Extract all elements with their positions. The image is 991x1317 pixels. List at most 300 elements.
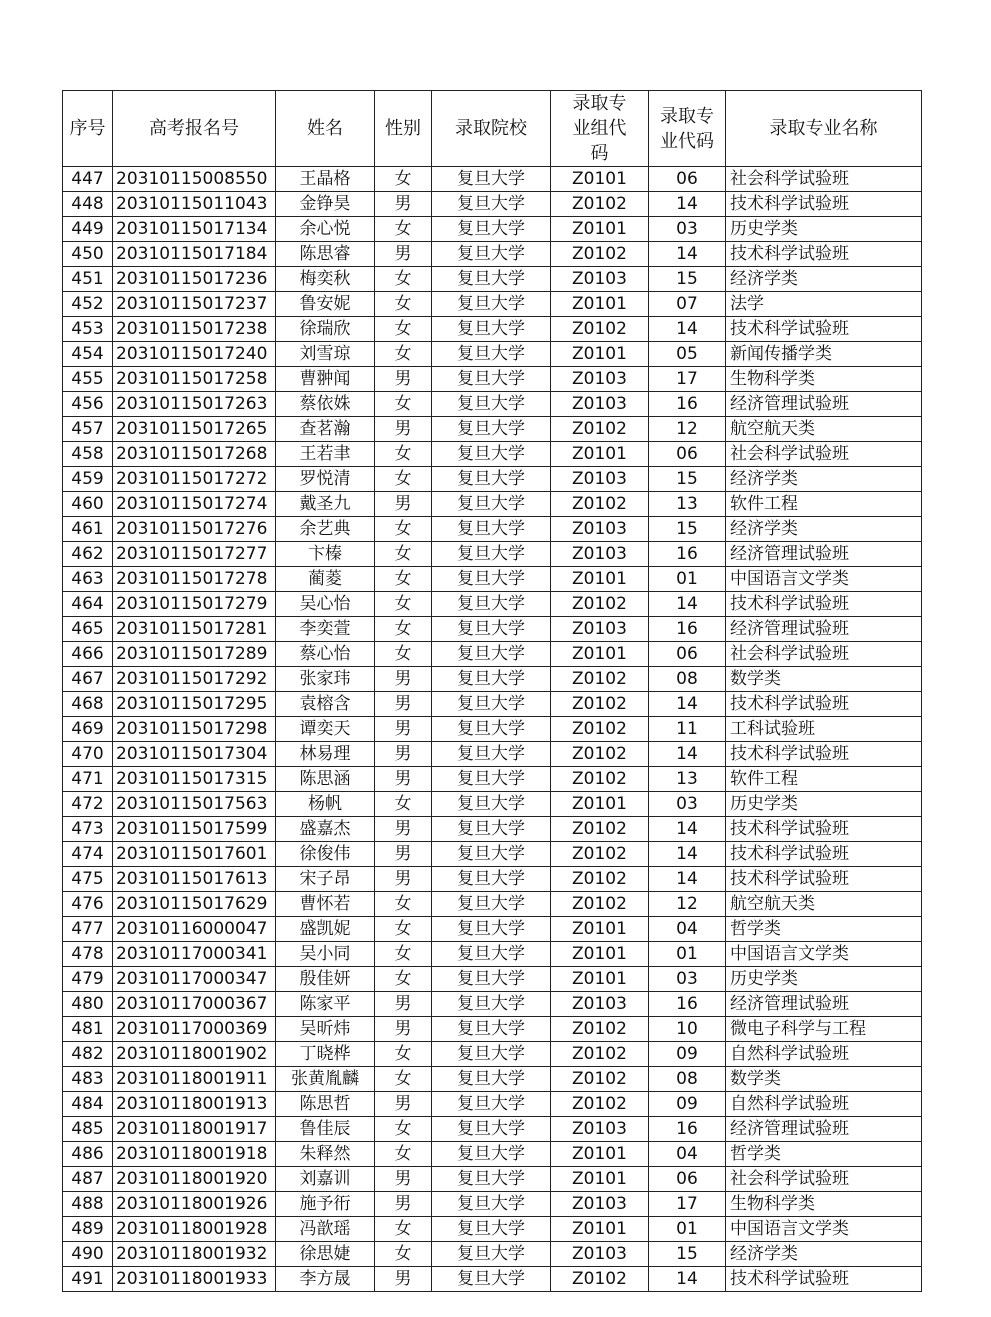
cell-major-name: 历史学类 (726, 967, 922, 992)
cell-group-code: Z0103 (551, 992, 649, 1017)
cell-group-code: Z0102 (551, 492, 649, 517)
table-row (63, 1017, 922, 1042)
cell-school: 复旦大学 (432, 642, 551, 667)
cell-school: 复旦大学 (432, 217, 551, 242)
cell-exam-id: 20310118001918 (113, 1142, 276, 1167)
cell-seq: 485 (63, 1117, 113, 1142)
cell-group-code: Z0101 (551, 1217, 649, 1242)
cell-major-name: 哲学类 (726, 1142, 922, 1167)
cell-gender: 女 (375, 342, 432, 367)
table-row (63, 517, 922, 542)
cell-gender: 女 (375, 617, 432, 642)
cell-major-code: 06 (649, 167, 726, 192)
cell-name: 朱释然 (276, 1142, 375, 1167)
cell-name: 冯歆瑶 (276, 1217, 375, 1242)
cell-exam-id: 20310115017613 (113, 867, 276, 892)
table-row (63, 867, 922, 892)
cell-major-code: 09 (649, 1042, 726, 1067)
cell-name: 吴小同 (276, 942, 375, 967)
cell-group-code: Z0103 (551, 1242, 649, 1267)
cell-school: 复旦大学 (432, 942, 551, 967)
cell-school: 复旦大学 (432, 1092, 551, 1117)
cell-major-name: 技术科学试验班 (726, 1267, 922, 1292)
cell-school: 复旦大学 (432, 492, 551, 517)
cell-exam-id: 20310115017279 (113, 592, 276, 617)
cell-major-code: 16 (649, 392, 726, 417)
cell-seq: 488 (63, 1192, 113, 1217)
table-row (63, 267, 922, 292)
cell-major-code: 04 (649, 917, 726, 942)
cell-seq: 458 (63, 442, 113, 467)
cell-exam-id: 20310118001917 (113, 1117, 276, 1142)
cell-major-name: 社会科学试验班 (726, 442, 922, 467)
cell-seq: 487 (63, 1167, 113, 1192)
cell-exam-id: 20310116000047 (113, 917, 276, 942)
cell-major-name: 技术科学试验班 (726, 817, 922, 842)
cell-seq: 449 (63, 217, 113, 242)
cell-seq: 473 (63, 817, 113, 842)
cell-gender: 女 (375, 967, 432, 992)
cell-school: 复旦大学 (432, 992, 551, 1017)
table-row (63, 192, 922, 217)
cell-school: 复旦大学 (432, 1042, 551, 1067)
table-row (63, 392, 922, 417)
cell-name: 丁晓桦 (276, 1042, 375, 1067)
cell-major-name: 技术科学试验班 (726, 317, 922, 342)
cell-major-code: 11 (649, 717, 726, 742)
cell-exam-id: 20310115017237 (113, 292, 276, 317)
table-row (63, 742, 922, 767)
cell-major-code: 17 (649, 367, 726, 392)
cell-gender: 男 (375, 992, 432, 1017)
cell-school: 复旦大学 (432, 417, 551, 442)
cell-group-code: Z0101 (551, 342, 649, 367)
cell-major-code: 01 (649, 1217, 726, 1242)
cell-gender: 男 (375, 842, 432, 867)
cell-major-name: 社会科学试验班 (726, 642, 922, 667)
cell-gender: 女 (375, 1042, 432, 1067)
cell-school: 复旦大学 (432, 1117, 551, 1142)
cell-gender: 女 (375, 392, 432, 417)
table-row (63, 842, 922, 867)
cell-seq: 484 (63, 1092, 113, 1117)
cell-major-code: 08 (649, 1067, 726, 1092)
cell-major-name: 中国语言文学类 (726, 1217, 922, 1242)
cell-major-code: 16 (649, 1117, 726, 1142)
cell-seq: 464 (63, 592, 113, 617)
table-row (63, 642, 922, 667)
cell-exam-id: 20310115017263 (113, 392, 276, 417)
cell-school: 复旦大学 (432, 1017, 551, 1042)
cell-exam-id: 20310115017274 (113, 492, 276, 517)
table-row (63, 592, 922, 617)
cell-major-code: 17 (649, 1192, 726, 1217)
cell-seq: 470 (63, 742, 113, 767)
cell-major-name: 中国语言文学类 (726, 567, 922, 592)
cell-major-code: 16 (649, 992, 726, 1017)
cell-school: 复旦大学 (432, 292, 551, 317)
cell-name: 徐俊伟 (276, 842, 375, 867)
cell-gender: 女 (375, 442, 432, 467)
cell-exam-id: 20310117000341 (113, 942, 276, 967)
header-gender: 性别 (375, 91, 432, 167)
cell-gender: 男 (375, 242, 432, 267)
cell-group-code: Z0102 (551, 1042, 649, 1067)
cell-name: 鲁佳辰 (276, 1117, 375, 1142)
cell-major-name: 软件工程 (726, 492, 922, 517)
cell-gender: 女 (375, 1142, 432, 1167)
cell-group-code: Z0101 (551, 167, 649, 192)
cell-school: 复旦大学 (432, 342, 551, 367)
cell-school: 复旦大学 (432, 1067, 551, 1092)
cell-gender: 女 (375, 592, 432, 617)
cell-exam-id: 20310118001926 (113, 1192, 276, 1217)
table-row (63, 1267, 922, 1292)
cell-seq: 486 (63, 1142, 113, 1167)
cell-seq: 460 (63, 492, 113, 517)
table-row (63, 367, 922, 392)
cell-school: 复旦大学 (432, 1192, 551, 1217)
cell-gender: 女 (375, 1067, 432, 1092)
cell-seq: 459 (63, 467, 113, 492)
cell-name: 宋子昂 (276, 867, 375, 892)
table-row (63, 992, 922, 1017)
cell-name: 蔡依姝 (276, 392, 375, 417)
cell-exam-id: 20310115017304 (113, 742, 276, 767)
cell-major-code: 04 (649, 1142, 726, 1167)
table-row (63, 342, 922, 367)
cell-group-code: Z0102 (551, 592, 649, 617)
cell-name: 鲁安妮 (276, 292, 375, 317)
cell-school: 复旦大学 (432, 367, 551, 392)
table-row (63, 417, 922, 442)
table-row (63, 1092, 922, 1117)
cell-school: 复旦大学 (432, 867, 551, 892)
cell-name: 罗悦清 (276, 467, 375, 492)
cell-seq: 483 (63, 1067, 113, 1092)
cell-major-code: 14 (649, 192, 726, 217)
cell-name: 李方晟 (276, 1267, 375, 1292)
cell-school: 复旦大学 (432, 317, 551, 342)
header-name: 姓名 (276, 91, 375, 167)
cell-group-code: Z0103 (551, 367, 649, 392)
cell-gender: 女 (375, 792, 432, 817)
cell-major-code: 13 (649, 767, 726, 792)
cell-major-code: 15 (649, 467, 726, 492)
cell-group-code: Z0103 (551, 617, 649, 642)
table-row (63, 817, 922, 842)
cell-gender: 女 (375, 467, 432, 492)
cell-name: 曹怀若 (276, 892, 375, 917)
cell-name: 盛凯妮 (276, 917, 375, 942)
table-body (63, 167, 922, 1292)
cell-major-name: 技术科学试验班 (726, 242, 922, 267)
cell-major-code: 14 (649, 742, 726, 767)
cell-major-code: 14 (649, 242, 726, 267)
cell-group-code: Z0102 (551, 867, 649, 892)
cell-group-code: Z0103 (551, 1192, 649, 1217)
admission-table (62, 90, 922, 1292)
cell-gender: 男 (375, 667, 432, 692)
cell-exam-id: 20310115017315 (113, 767, 276, 792)
cell-group-code: Z0103 (551, 267, 649, 292)
cell-exam-id: 20310118001911 (113, 1067, 276, 1092)
cell-school: 复旦大学 (432, 192, 551, 217)
cell-major-name: 经济管理试验班 (726, 992, 922, 1017)
cell-seq: 452 (63, 292, 113, 317)
cell-seq: 468 (63, 692, 113, 717)
cell-gender: 女 (375, 267, 432, 292)
cell-name: 王若聿 (276, 442, 375, 467)
cell-major-name: 经济学类 (726, 1242, 922, 1267)
cell-group-code: Z0101 (551, 642, 649, 667)
cell-name: 刘雪琼 (276, 342, 375, 367)
cell-group-code: Z0102 (551, 667, 649, 692)
cell-school: 复旦大学 (432, 1217, 551, 1242)
cell-name: 吴心怡 (276, 592, 375, 617)
cell-gender: 女 (375, 1242, 432, 1267)
cell-school: 复旦大学 (432, 442, 551, 467)
cell-major-code: 14 (649, 1267, 726, 1292)
cell-seq: 461 (63, 517, 113, 542)
cell-school: 复旦大学 (432, 1267, 551, 1292)
cell-gender: 男 (375, 1267, 432, 1292)
cell-major-name: 历史学类 (726, 792, 922, 817)
cell-group-code: Z0102 (551, 1092, 649, 1117)
cell-seq: 456 (63, 392, 113, 417)
cell-school: 复旦大学 (432, 592, 551, 617)
cell-gender: 男 (375, 1167, 432, 1192)
cell-major-code: 06 (649, 642, 726, 667)
cell-exam-id: 20310115017134 (113, 217, 276, 242)
cell-major-code: 14 (649, 317, 726, 342)
table-row (63, 442, 922, 467)
table-row (63, 1242, 922, 1267)
cell-seq: 447 (63, 167, 113, 192)
table-row (63, 567, 922, 592)
cell-major-code: 14 (649, 842, 726, 867)
cell-exam-id: 20310115017298 (113, 717, 276, 742)
cell-major-code: 12 (649, 892, 726, 917)
cell-school: 复旦大学 (432, 542, 551, 567)
cell-exam-id: 20310115017601 (113, 842, 276, 867)
cell-school: 复旦大学 (432, 792, 551, 817)
cell-major-code: 03 (649, 967, 726, 992)
table-row (63, 1192, 922, 1217)
cell-exam-id: 20310115017295 (113, 692, 276, 717)
table-row (63, 317, 922, 342)
cell-exam-id: 20310115017629 (113, 892, 276, 917)
cell-name: 曹翀闻 (276, 367, 375, 392)
table-row (63, 692, 922, 717)
cell-major-name: 生物科学类 (726, 367, 922, 392)
cell-major-name: 社会科学试验班 (726, 167, 922, 192)
cell-group-code: Z0102 (551, 192, 649, 217)
cell-exam-id: 20310115011043 (113, 192, 276, 217)
cell-school: 复旦大学 (432, 1142, 551, 1167)
cell-major-name: 生物科学类 (726, 1192, 922, 1217)
cell-seq: 472 (63, 792, 113, 817)
cell-name: 梅奕秋 (276, 267, 375, 292)
cell-major-code: 01 (649, 942, 726, 967)
cell-name: 殷佳妍 (276, 967, 375, 992)
cell-seq: 463 (63, 567, 113, 592)
cell-major-name: 技术科学试验班 (726, 192, 922, 217)
table-row (63, 1067, 922, 1092)
cell-major-code: 09 (649, 1092, 726, 1117)
cell-name: 陈思哲 (276, 1092, 375, 1117)
cell-name: 戴圣九 (276, 492, 375, 517)
cell-group-code: Z0102 (551, 242, 649, 267)
cell-gender: 女 (375, 1117, 432, 1142)
cell-school: 复旦大学 (432, 817, 551, 842)
cell-group-code: Z0101 (551, 1142, 649, 1167)
cell-name: 李奕萱 (276, 617, 375, 642)
cell-major-name: 经济管理试验班 (726, 1117, 922, 1142)
cell-gender: 女 (375, 1217, 432, 1242)
cell-seq: 490 (63, 1242, 113, 1267)
cell-name: 蔺菱 (276, 567, 375, 592)
cell-exam-id: 20310115017281 (113, 617, 276, 642)
cell-major-name: 技术科学试验班 (726, 867, 922, 892)
table-row (63, 967, 922, 992)
cell-name: 陈思睿 (276, 242, 375, 267)
cell-exam-id: 20310115017278 (113, 567, 276, 592)
cell-major-code: 03 (649, 792, 726, 817)
cell-major-code: 05 (649, 342, 726, 367)
cell-seq: 489 (63, 1217, 113, 1242)
table-row (63, 492, 922, 517)
cell-gender: 男 (375, 742, 432, 767)
table-row (63, 617, 922, 642)
cell-exam-id: 20310115017276 (113, 517, 276, 542)
cell-major-code: 03 (649, 217, 726, 242)
cell-major-code: 16 (649, 617, 726, 642)
cell-major-name: 航空航天类 (726, 417, 922, 442)
cell-seq: 476 (63, 892, 113, 917)
cell-major-name: 法学 (726, 292, 922, 317)
cell-exam-id: 20310118001932 (113, 1242, 276, 1267)
table-row (63, 242, 922, 267)
cell-name: 吴昕炜 (276, 1017, 375, 1042)
cell-major-name: 数学类 (726, 1067, 922, 1092)
table-row (63, 1167, 922, 1192)
cell-exam-id: 20310115017289 (113, 642, 276, 667)
cell-gender: 女 (375, 917, 432, 942)
header-row (63, 91, 922, 167)
cell-group-code: Z0101 (551, 442, 649, 467)
cell-major-name: 自然科学试验班 (726, 1042, 922, 1067)
cell-major-name: 经济管理试验班 (726, 392, 922, 417)
cell-major-name: 技术科学试验班 (726, 842, 922, 867)
header-major-name: 录取专业名称 (726, 91, 922, 167)
table-row (63, 292, 922, 317)
table-row (63, 167, 922, 192)
cell-exam-id: 20310115017563 (113, 792, 276, 817)
cell-seq: 491 (63, 1267, 113, 1292)
cell-gender: 女 (375, 542, 432, 567)
cell-name: 余艺典 (276, 517, 375, 542)
table-row (63, 467, 922, 492)
cell-school: 复旦大学 (432, 692, 551, 717)
cell-major-code: 10 (649, 1017, 726, 1042)
cell-major-name: 新闻传播学类 (726, 342, 922, 367)
cell-seq: 467 (63, 667, 113, 692)
cell-group-code: Z0102 (551, 892, 649, 917)
cell-school: 复旦大学 (432, 467, 551, 492)
cell-school: 复旦大学 (432, 967, 551, 992)
cell-exam-id: 20310118001933 (113, 1267, 276, 1292)
cell-major-name: 经济管理试验班 (726, 617, 922, 642)
cell-school: 复旦大学 (432, 667, 551, 692)
cell-group-code: Z0101 (551, 917, 649, 942)
table-row (63, 767, 922, 792)
cell-school: 复旦大学 (432, 742, 551, 767)
cell-major-name: 航空航天类 (726, 892, 922, 917)
cell-major-name: 中国语言文学类 (726, 942, 922, 967)
cell-major-code: 14 (649, 592, 726, 617)
cell-major-code: 15 (649, 517, 726, 542)
cell-group-code: Z0102 (551, 767, 649, 792)
cell-major-code: 01 (649, 567, 726, 592)
cell-group-code: Z0101 (551, 792, 649, 817)
table-row (63, 892, 922, 917)
cell-major-code: 14 (649, 692, 726, 717)
cell-major-name: 工科试验班 (726, 717, 922, 742)
cell-exam-id: 20310115017599 (113, 817, 276, 842)
cell-major-name: 经济学类 (726, 267, 922, 292)
cell-group-code: Z0103 (551, 467, 649, 492)
cell-group-code: Z0102 (551, 842, 649, 867)
cell-group-code: Z0102 (551, 817, 649, 842)
cell-name: 林易理 (276, 742, 375, 767)
cell-gender: 女 (375, 942, 432, 967)
cell-school: 复旦大学 (432, 917, 551, 942)
table-row (63, 542, 922, 567)
cell-exam-id: 20310115017184 (113, 242, 276, 267)
cell-exam-id: 20310115017292 (113, 667, 276, 692)
cell-name: 徐思婕 (276, 1242, 375, 1267)
cell-group-code: Z0102 (551, 1017, 649, 1042)
cell-group-code: Z0103 (551, 517, 649, 542)
cell-major-name: 经济学类 (726, 467, 922, 492)
cell-name: 徐瑞欣 (276, 317, 375, 342)
cell-school: 复旦大学 (432, 567, 551, 592)
cell-name: 谭奕天 (276, 717, 375, 742)
cell-major-name: 软件工程 (726, 767, 922, 792)
cell-seq: 482 (63, 1042, 113, 1067)
cell-gender: 男 (375, 867, 432, 892)
cell-gender: 男 (375, 717, 432, 742)
table-row (63, 792, 922, 817)
cell-group-code: Z0103 (551, 392, 649, 417)
cell-seq: 481 (63, 1017, 113, 1042)
cell-school: 复旦大学 (432, 392, 551, 417)
cell-gender: 女 (375, 567, 432, 592)
cell-seq: 450 (63, 242, 113, 267)
cell-exam-id: 20310118001928 (113, 1217, 276, 1242)
cell-major-code: 16 (649, 542, 726, 567)
cell-gender: 男 (375, 367, 432, 392)
cell-major-code: 06 (649, 1167, 726, 1192)
cell-seq: 455 (63, 367, 113, 392)
cell-group-code: Z0102 (551, 692, 649, 717)
table-row (63, 1117, 922, 1142)
cell-major-code: 14 (649, 817, 726, 842)
cell-group-code: Z0103 (551, 542, 649, 567)
cell-group-code: Z0101 (551, 567, 649, 592)
cell-name: 王晶格 (276, 167, 375, 192)
